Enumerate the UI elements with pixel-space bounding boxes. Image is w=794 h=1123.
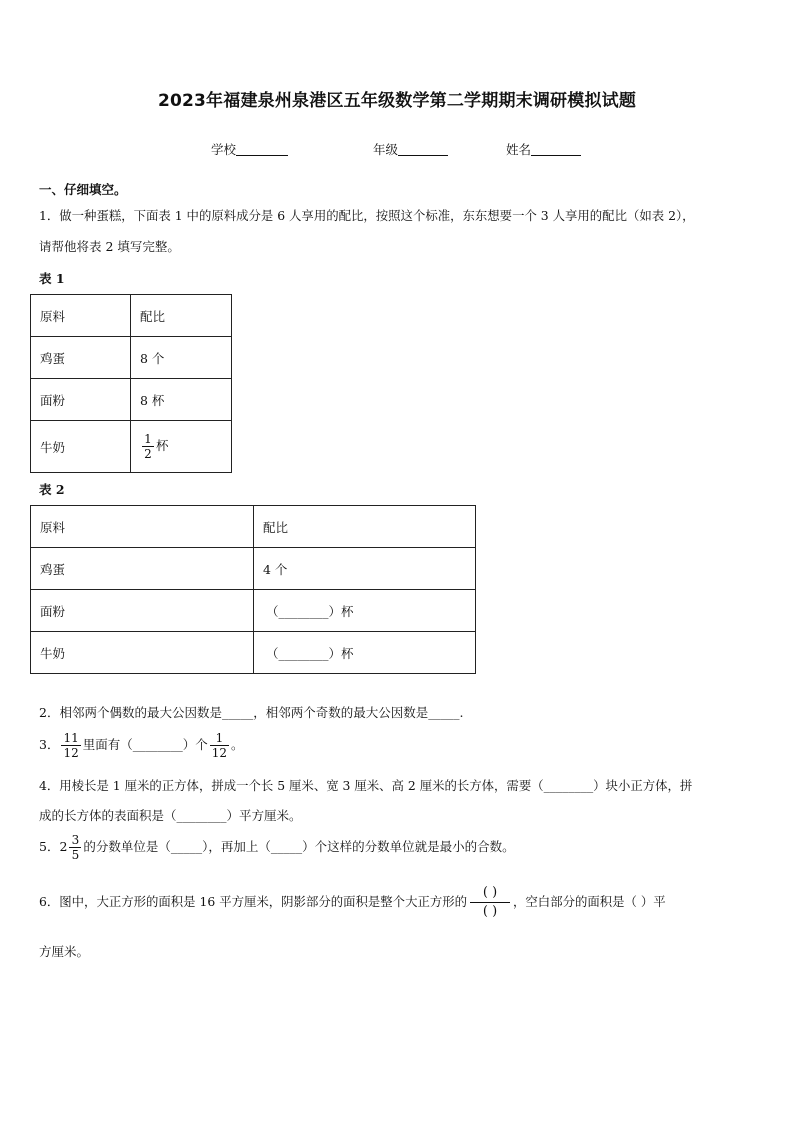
question-5-prefix: 5． — [39, 839, 60, 854]
table-cell-milk — [131, 421, 232, 473]
table-1 — [30, 294, 232, 473]
question-5 — [39, 832, 515, 862]
grade-blank — [398, 143, 448, 156]
table-cell: 面粉 — [31, 590, 254, 632]
question-3-suffix: 。 — [231, 737, 244, 752]
page-title: 2023年福建泉州泉港区五年级数学第二学期期末调研模拟试题 — [157, 91, 637, 111]
question-3 — [39, 730, 244, 760]
name-field — [506, 140, 581, 158]
fraction — [210, 731, 229, 760]
table-cell: 牛奶 — [31, 632, 254, 674]
fraction — [69, 833, 81, 862]
table-cell: 原料 — [31, 295, 131, 337]
table-1-header-row — [31, 295, 232, 337]
table-cell: 牛奶 — [31, 421, 131, 473]
table-cell: 鸡蛋 — [31, 548, 254, 590]
table-row — [31, 379, 232, 421]
school-label: 学校 — [211, 142, 237, 157]
question-6-line-2: 方厘米。 — [39, 944, 90, 959]
fraction-denominator: 12 — [63, 746, 79, 760]
fraction-denominator: 12 — [211, 746, 228, 760]
table-2 — [30, 505, 476, 674]
table-cell: 鸡蛋 — [31, 337, 131, 379]
table-cell: （________）杯 — [254, 590, 476, 632]
grade-field — [373, 140, 448, 158]
question-6-line-1 — [39, 880, 666, 924]
table-cell: 4 个 — [254, 548, 476, 590]
table-row — [31, 632, 476, 674]
name-label: 姓名 — [506, 142, 532, 157]
question-3-prefix: 3． — [39, 737, 60, 752]
table-row — [31, 421, 232, 473]
table-cell: 配比 — [131, 295, 232, 337]
table-row — [31, 548, 476, 590]
fraction-denominator: 5 — [71, 848, 80, 862]
answer-fraction-blank — [470, 884, 510, 921]
question-5-rest: 的分数单位是（_____），再加上（_____）个这样的分数单位就是最小的合数。 — [83, 839, 515, 854]
table-cell: 原料 — [31, 506, 254, 548]
question-6-text-a: 6．图中，大正方形的面积是 16 平方厘米，阴影部分的面积是整个大正方形的 — [39, 894, 468, 909]
question-4-line-2: 成的长方体的表面积是（________）平方厘米。 — [39, 808, 302, 823]
school-blank — [236, 143, 288, 156]
section-heading: 一、仔细填空。 — [39, 182, 127, 197]
question-3-mid: 里面有（________）个 — [82, 737, 208, 752]
table-2-header-row — [31, 506, 476, 548]
fraction-denominator: ( ) — [482, 904, 498, 919]
table-cell: 配比 — [254, 506, 476, 548]
question-4-line-1: 4．用棱长是 1 厘米的正方体，拼成一个长 5 厘米、宽 3 厘米、高 2 厘米的长方体，需要（________）块小正方体，拼 — [39, 778, 693, 793]
fraction-numerator: 11 — [63, 731, 79, 745]
table-row — [31, 590, 476, 632]
mixed-number-whole: 2 — [59, 839, 68, 854]
grade-label: 年级 — [373, 142, 399, 157]
fraction-numerator: 1 — [144, 432, 152, 446]
name-blank — [531, 143, 581, 156]
table-cell: 8 杯 — [131, 379, 232, 421]
unit-text: 杯 — [156, 438, 169, 453]
fraction — [61, 731, 80, 760]
question-1-line-2: 请帮他将表 2 填写完整。 — [39, 239, 180, 254]
table-cell: 8 个 — [131, 337, 232, 379]
fraction-numerator: 1 — [215, 731, 224, 745]
table-cell: （________）杯 — [254, 632, 476, 674]
question-2: 2．相邻两个偶数的最大公因数是_____，相邻两个奇数的最大公因数是_____. — [39, 705, 464, 720]
fraction — [142, 432, 154, 461]
question-6-text-b: ，空白部分的面积是（ ）平 — [513, 894, 666, 909]
table-cell: 面粉 — [31, 379, 131, 421]
fraction-denominator: 2 — [144, 447, 152, 461]
fraction-numerator: 3 — [71, 833, 80, 847]
table-2-label: 表 2 — [39, 482, 65, 497]
question-1-line-1: 1．做一种蛋糕，下面表 1 中的原料成分是 6 人享用的配比，按照这个标准，东东想要一个 3 人享用的配比（如表 2）， — [39, 208, 695, 223]
table-1-label: 表 1 — [39, 271, 65, 286]
school-field — [211, 140, 288, 158]
table-row — [31, 337, 232, 379]
fraction-numerator: ( ) — [482, 885, 498, 900]
